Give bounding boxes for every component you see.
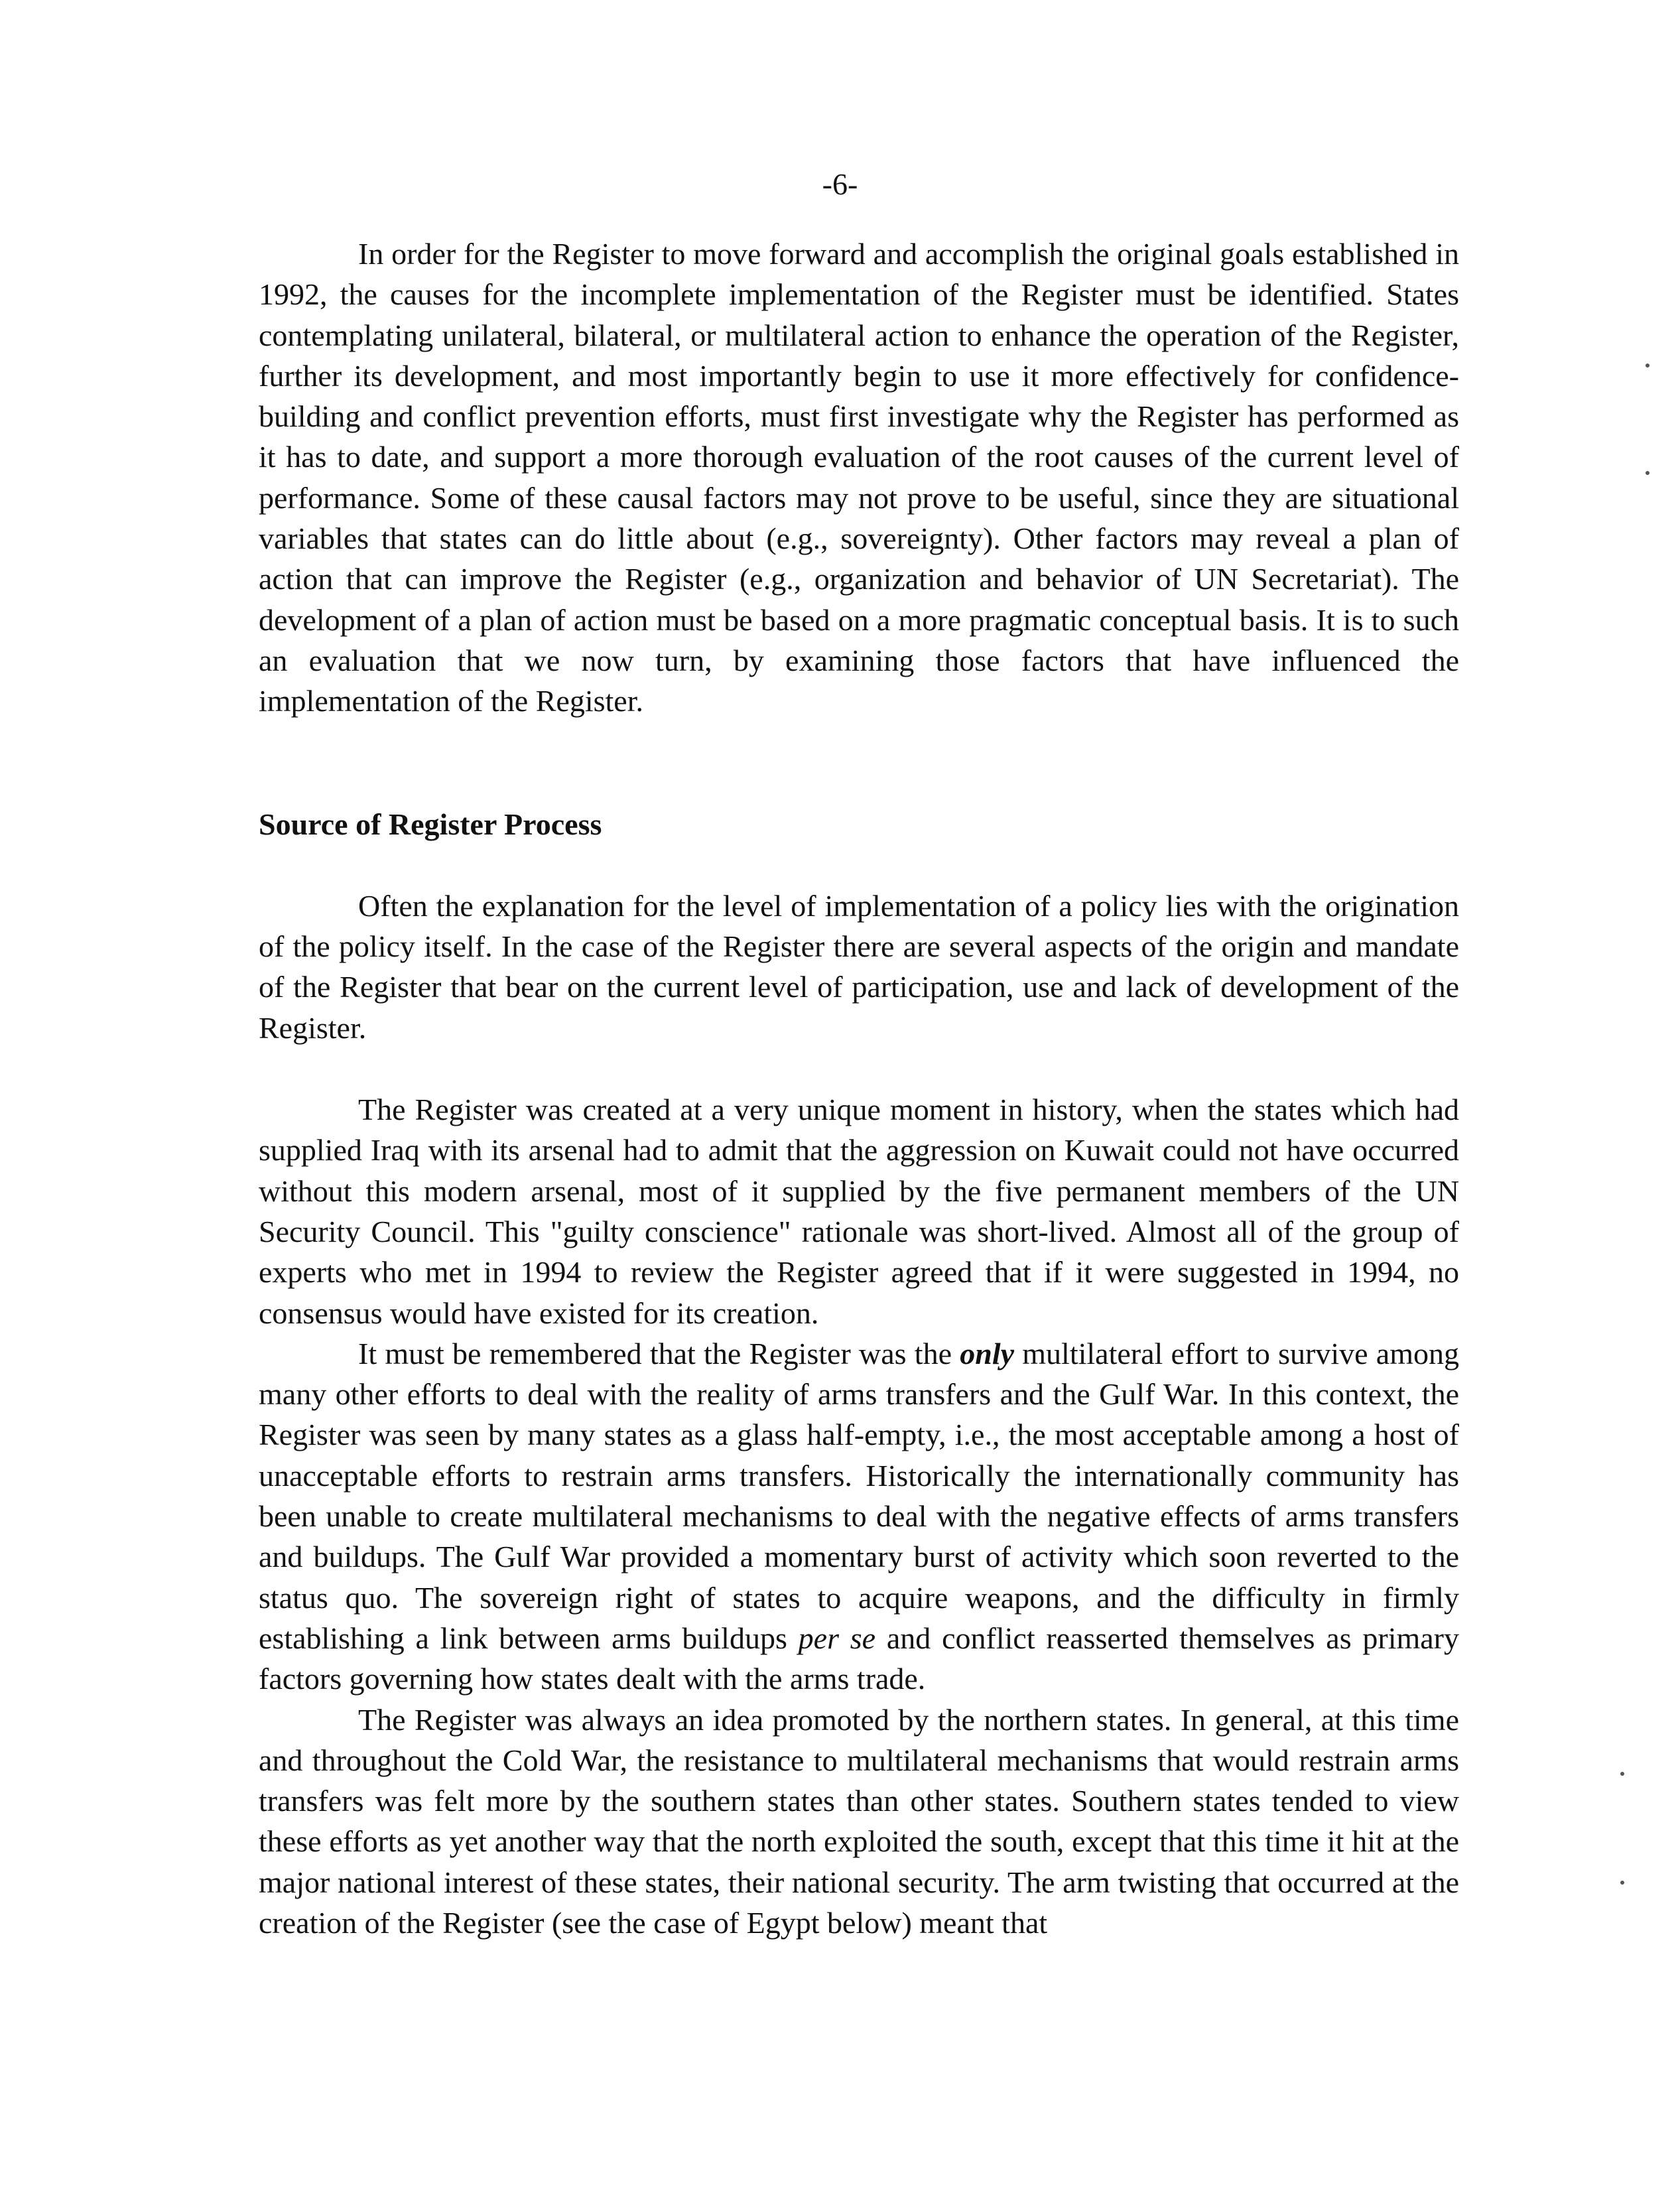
scan-speck xyxy=(1646,364,1649,367)
paragraph-policy-origination: Often the explanation for the level of implementation of a policy lies with the origination of the policy itself. In the case of the Register there are several aspects of the origin and mandate of the Register that bear on the current level of participation, use and lack of development of the Register. xyxy=(259,888,1459,1045)
paragraph-northern-states: The Register was always an idea promoted by the northern states. In general, at this time and throughout the Cold War, the resistance to multilateral mechanisms that would restrain arms transfers was felt more by the southern states than other states. Southern states tended to view these efforts as yet another way that the north exploited the south, except that this time it hit at the major national interest of these states, their national security. The arm twisting that occurred at the creation of the Register (see the case of Egypt below) meant that xyxy=(259,1702,1459,1940)
scan-speck xyxy=(1620,1881,1624,1885)
paragraph-register-goals: In order for the Register to move forward and accomplish the original goals established in 1992, the causes for the incomplete implementation of the Register must be identified. States contemplating unilateral, bilateral, or multilateral action to enhance the operation of the Register, further its development, and most importantly begin to use it more effectively for confidence-building and conflict prevention efforts, must first investigate why the Register has performed as it has to date, and support a more thorough evaluation of the root causes of the current level of performance. Some of these causal factors may not prove to be useful, since they are situational variables that states can do little about (e.g., sovereignty). Other factors may reveal a plan of action that can improve the Register (e.g., organization and behavior of UN Secretariat). The development of a plan of action must be based on a more pragmatic conceptual basis. It is to such an evaluation that we now turn, by examining those factors that have influenced the implementation of the Register. xyxy=(259,237,1459,718)
emphasis-only: only xyxy=(960,1336,1015,1370)
scan-speck xyxy=(1620,1772,1624,1776)
section-heading: Source of Register Process xyxy=(259,807,602,841)
paragraph-register-creation: The Register was created at a very unique moment in history, when the states which had supplied Iraq with its arsenal had to admit that the aggression on Kuwait could not have occurred without this modern arsenal, most of it supplied by the five permanent members of the UN Security Council. This "guilty conscience" rationale was short-lived. Almost all of the group of experts who met in 1994 to review the Register agreed that if it were suggested in 1994, no consensus would have existed for its creation. xyxy=(259,1093,1459,1330)
page-number: -6- xyxy=(822,167,858,201)
italic-per-se: per se xyxy=(798,1621,876,1655)
text-run: and conflict reasserted themselves as primary factors governing how states dealt with the arms trade. xyxy=(259,1621,1459,1696)
text-run: It must be remembered that the Register was the xyxy=(358,1336,960,1370)
scan-speck xyxy=(1646,471,1649,475)
text-run: multilateral effort to survive among many other efforts to deal with the reality of arms transfers and the Gulf War. In this context, the Register was seen by many states as a glass half-empty, i.e., the most acceptable among a host of unacceptable efforts to restrain arms transfers. Historically the internationally community has been unable to create multilateral mechanisms to deal with the negative effects of arms transfers and buildups. The Gulf War provided a momentary burst of activity which soon reverted to the status quo. The sovereign right of states to acquire weapons, and the difficulty in firmly establishing a link between arms buildups xyxy=(259,1336,1459,1655)
paragraph-multilateral-effort xyxy=(259,1333,1459,1700)
document-body xyxy=(259,234,1459,1943)
